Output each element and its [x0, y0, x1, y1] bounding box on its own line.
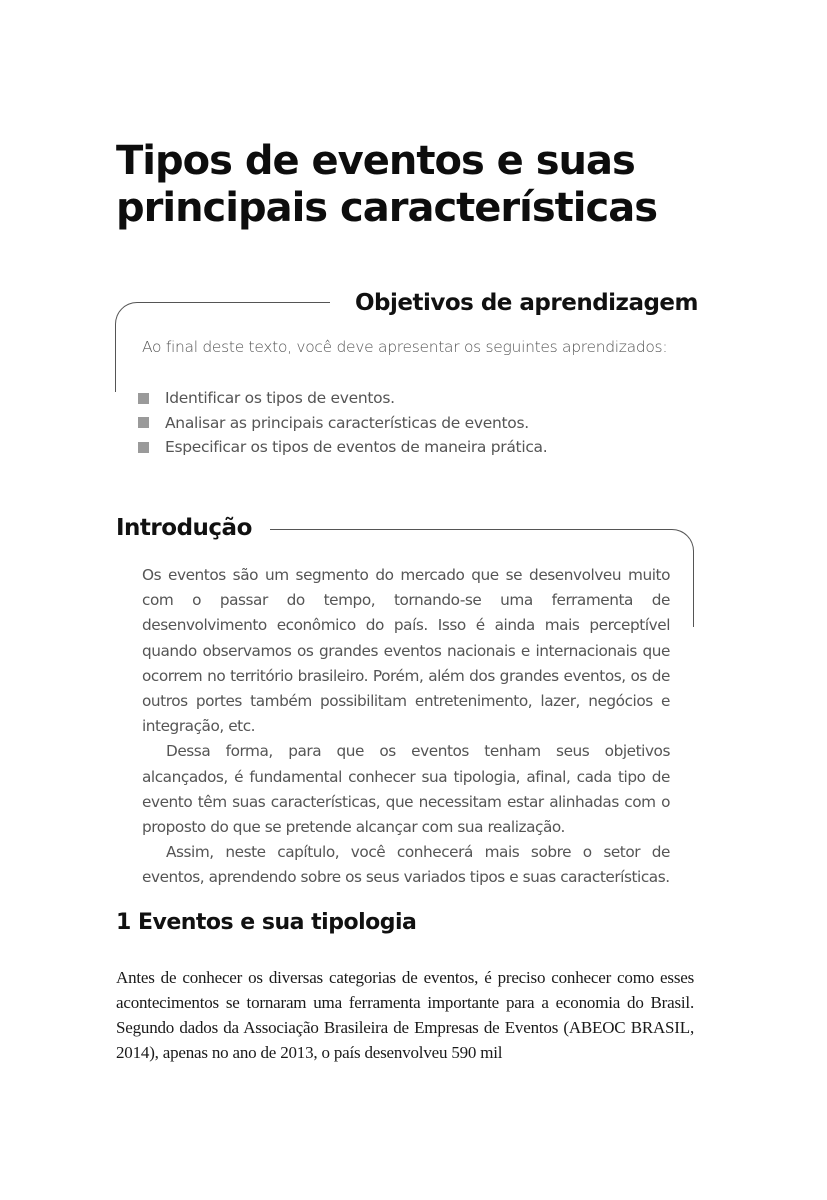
objective-item	[138, 435, 547, 460]
square-bullet-icon	[138, 417, 149, 428]
objective-item	[138, 386, 547, 411]
section-heading: 1 Eventos e sua tipologia	[116, 910, 417, 935]
objectives-intro: Ao final deste texto, você deve apresentar os seguintes aprendizados:	[142, 338, 668, 356]
square-bullet-icon	[138, 393, 149, 404]
square-bullet-icon	[138, 442, 149, 453]
objective-text: Especificar os tipos de eventos de maneira prática.	[165, 438, 548, 457]
introduction-paragraph: Dessa forma, para que os eventos tenham seus objetivos alcançados, é fundamental conhecer sua tipologia, afinal, cada tipo de evento têm suas características, que necessitam estar alinhadas com o proposto do que se pretende alcançar com sua realização.	[142, 742, 670, 837]
introduction-paragraph: Assim, neste capítulo, você conhecerá mais sobre o setor de eventos, aprendendo sobre os seus variados tipos e suas características.	[142, 843, 670, 887]
objective-text: Identificar os tipos de eventos.	[165, 389, 395, 408]
objective-item	[138, 411, 547, 436]
objectives-list	[138, 386, 547, 460]
introduction-paragraph: Os eventos são um segmento do mercado que se desenvolveu muito com o passar do tempo, tornando-se uma ferramenta de desenvolvimento econômico do país. Isso é ainda mais perceptível quando observamos os grandes eventos nacionais e internacionais que ocorrem no território brasileiro. Porém, além dos grandes eventos, os de outros portes também possibilitam entretenimento, lazer, negócios e integração, etc.	[142, 566, 670, 736]
objective-text: Analisar as principais características de eventos.	[165, 413, 529, 432]
objectives-heading: Objetivos de aprendizagem	[354, 290, 698, 316]
introduction-body	[142, 563, 670, 891]
section-paragraph: Antes de conhecer os diversas categorias de eventos, é preciso conhecer como esses acontecimentos se tornaram uma ferramenta importante para a economia do Brasil. Segundo dados da Associação Brasileira de Empresas de Eventos (ABEOC BRASIL, 2014), apenas no ano de 2013, o país desenvolveu 590 mil	[116, 968, 694, 1062]
introduction-heading: Introdução	[116, 515, 252, 541]
chapter-title: Tipos de eventos e suas principais características	[116, 138, 658, 231]
